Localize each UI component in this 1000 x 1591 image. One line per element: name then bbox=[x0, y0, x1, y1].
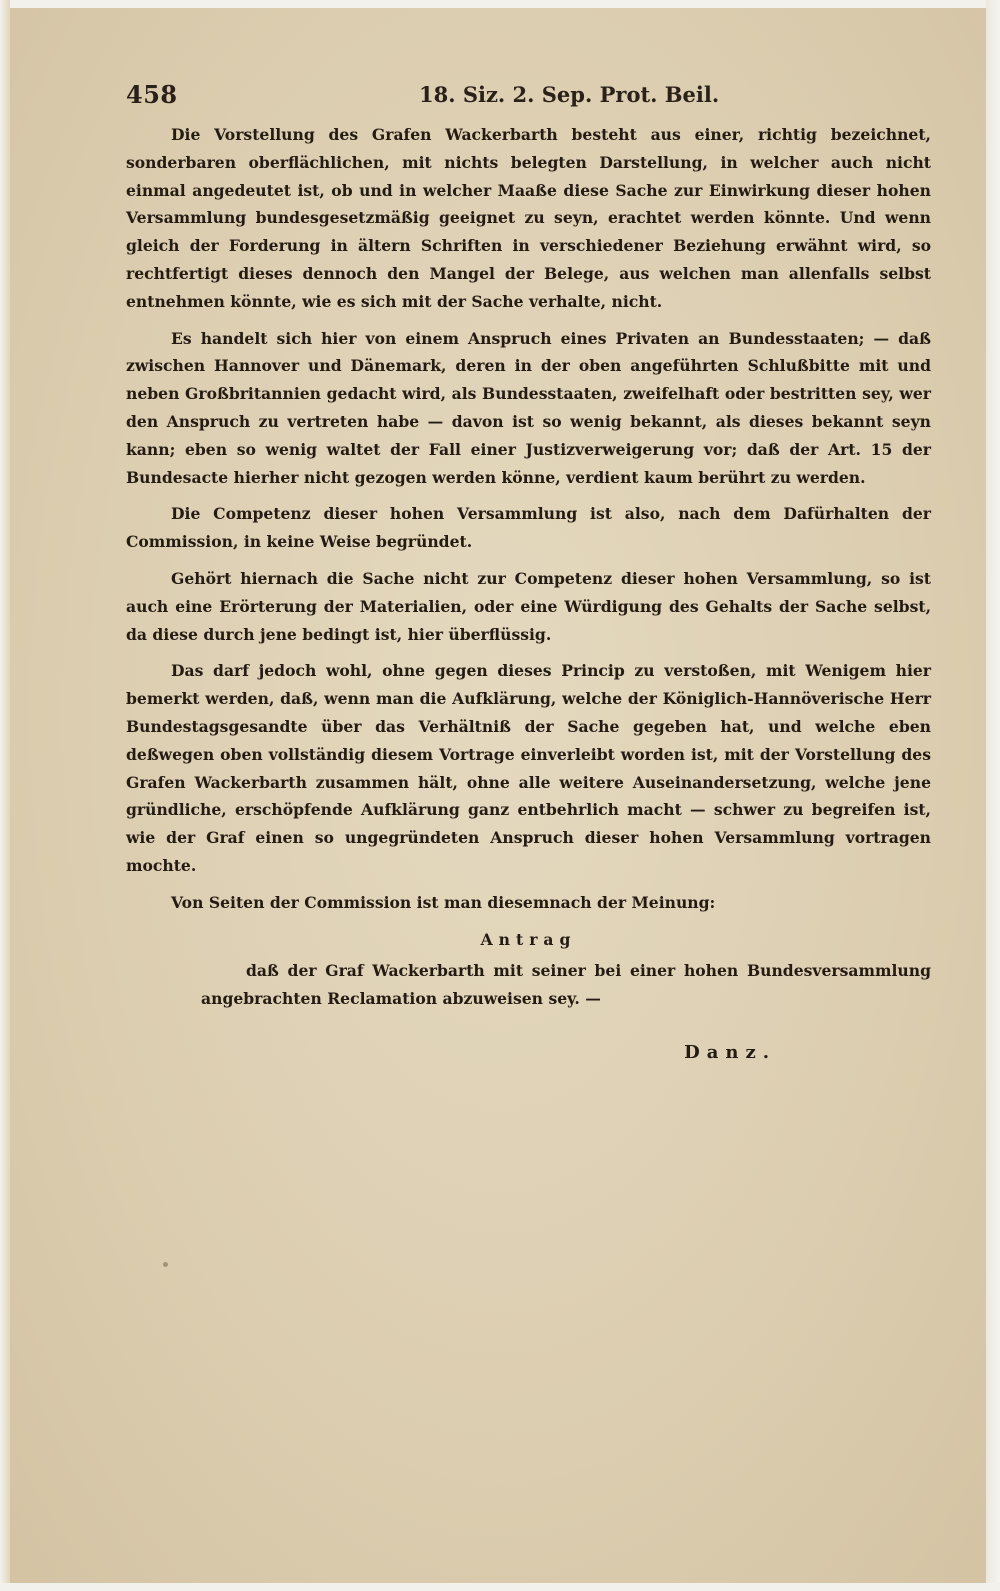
motion-heading: Antrag bbox=[480, 929, 577, 949]
paragraph: Die Vorstellung des Grafen Wackerbarth besteht aus einer, richtig bezeichnet, sonderbaren oberflächlichen, mit nichts belegten Darstellung, in welcher auch nicht einmal angedeutet ist, ob und in welcher Maaße diese Sache zur Einwirkung dieser hohen Versammlung bundesgesetzmäßig geeignet zu seyn, erachtet werden könnte. Und wenn gleich der Forderung in ältern Schriften in verschiedener Beziehung erwähnt wird, so rechtfertigt dieses dennoch den Mangel der Belege, aus welchen man allenfalls selbst entnehmen könnte, wie es sich mit der Sache verhalte, nicht. bbox=[126, 125, 931, 311]
top-margin bbox=[0, 0, 1000, 8]
page-header bbox=[126, 76, 931, 116]
paragraph: Die Competenz dieser hohen Versammlung ist also, nach dem Dafürhalten der Commission, in keine Weise begründet. bbox=[126, 504, 931, 552]
paragraph: Das darf jedoch wohl, ohne gegen dieses Princip zu verstoßen, mit Wenigem hier bemerkt werden, daß, wenn man die Aufklärung, welche der Königlich-Hannöverische Herr Bundestagsgesandte über das Verhältniß der Sache gegeben hat, und welche eben deßwegen oben vollständig diesem Vortrage einverleibt worden ist, mit der Vorstellung des Grafen Wackerbarth zusammen hält, ohne alle weitere Auseinandersetzung, welche jene gründliche, erschöpfende Aufklärung ganz entbehrlich macht — schwer zu begreifen ist, wie der Graf einen so ungegründeten Anspruch dieser hohen Versammlung vortragen mochte. bbox=[126, 661, 931, 875]
signature: Danz. bbox=[684, 1041, 776, 1063]
document-body bbox=[126, 121, 931, 1067]
left-margin bbox=[0, 0, 10, 1591]
motion-text: daß der Graf Wackerbarth mit seiner bei einer hohen Bundesversammlung angebrachten Reclamation abzuweisen sey. — bbox=[201, 961, 931, 1009]
paragraph: Von Seiten der Commission ist man diesemnach der Meinung: bbox=[171, 892, 716, 912]
paragraph: Es handelt sich hier von einem Anspruch eines Privaten an Bundesstaaten; — daß zwischen Hannover und Dänemark, deren in der oben angeführten Schlußbitte mit und neben Großbritannien gedacht wird, als Bundesstaaten, zweifelhaft oder bestritten sey, wer den Anspruch zu vertreten habe — davon ist so wenig bekannt, als dieses bekannt seyn kann; eben so wenig waltet der Fall einer Justizverweigerung vor; daß der Art. 15 der Bundesacte hierher nicht gezogen werden könne, verdient kaum berührt zu werden. bbox=[126, 328, 931, 487]
page-number: 458 bbox=[126, 80, 178, 109]
running-head: 18. Siz. 2. Sep. Prot. Beil. bbox=[419, 82, 720, 107]
paragraph: Gehört hiernach die Sache nicht zur Competenz dieser hohen Versammlung, so ist auch eine Erörterung der Materialien, oder eine Würdigung des Gehalts der Sache selbst, da diese durch jene bedingt ist, hier überflüssig. bbox=[126, 568, 931, 644]
bottom-margin bbox=[0, 1583, 1000, 1591]
right-margin bbox=[986, 0, 1000, 1591]
paper-speck bbox=[163, 1262, 168, 1267]
